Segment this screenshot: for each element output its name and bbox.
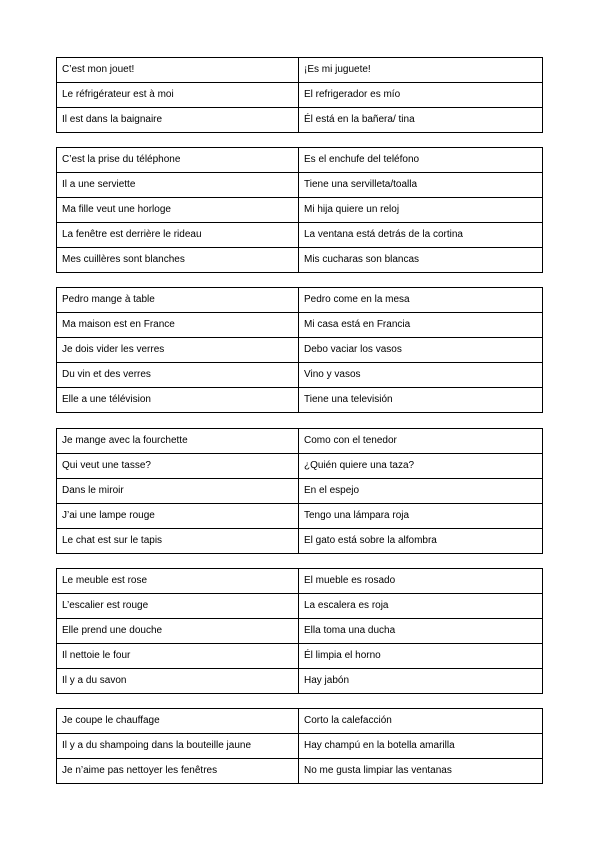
table-row — [57, 569, 543, 594]
french-phrase: Du vin et des verres — [57, 363, 299, 388]
french-phrase: Je n’aime pas nettoyer les fenêtres — [57, 759, 299, 784]
table-row — [57, 734, 543, 759]
spanish-phrase: Mi casa está en Francia — [299, 313, 543, 338]
table-row — [57, 619, 543, 644]
french-phrase: Il y a du savon — [57, 669, 299, 694]
spanish-phrase: No me gusta limpiar las ventanas — [299, 759, 543, 784]
table-row — [57, 338, 543, 363]
french-phrase: Il nettoie le four — [57, 644, 299, 669]
french-phrase: Mes cuillères sont blanches — [57, 248, 299, 273]
phrase-table-3 — [56, 287, 543, 413]
spanish-phrase: Hay champú en la botella amarilla — [299, 734, 543, 759]
table-row — [57, 594, 543, 619]
table-row — [57, 83, 543, 108]
french-phrase: Il y a du shampoing dans la bouteille jaune — [57, 734, 299, 759]
table-row — [57, 148, 543, 173]
french-phrase: Elle a une télévision — [57, 388, 299, 413]
spanish-phrase: Mi hija quiere un reloj — [299, 198, 543, 223]
french-phrase: Pedro mange à table — [57, 288, 299, 313]
table-row — [57, 454, 543, 479]
french-phrase: Je coupe le chauffage — [57, 709, 299, 734]
spanish-phrase: Ella toma una ducha — [299, 619, 543, 644]
spanish-phrase: Tiene una televisión — [299, 388, 543, 413]
spanish-phrase: Corto la calefacción — [299, 709, 543, 734]
spanish-phrase: Vino y vasos — [299, 363, 543, 388]
table-row — [57, 388, 543, 413]
french-phrase: Le meuble est rose — [57, 569, 299, 594]
spanish-phrase: La ventana está detrás de la cortina — [299, 223, 543, 248]
table-row — [57, 429, 543, 454]
french-phrase: Elle prend une douche — [57, 619, 299, 644]
spanish-phrase: ¡Es mi juguete! — [299, 58, 543, 83]
french-phrase: Je dois vider les verres — [57, 338, 299, 363]
french-phrase: Qui veut une tasse? — [57, 454, 299, 479]
spanish-phrase: Tengo una lámpara roja — [299, 504, 543, 529]
spanish-phrase: Debo vaciar los vasos — [299, 338, 543, 363]
table-row — [57, 198, 543, 223]
spanish-phrase: En el espejo — [299, 479, 543, 504]
spanish-phrase: Es el enchufe del teléfono — [299, 148, 543, 173]
spanish-phrase: El refrigerador es mío — [299, 83, 543, 108]
french-phrase: Le chat est sur le tapis — [57, 529, 299, 554]
french-phrase: C’est mon jouet! — [57, 58, 299, 83]
spanish-phrase: Él limpia el horno — [299, 644, 543, 669]
spanish-phrase: El gato está sobre la alfombra — [299, 529, 543, 554]
table-row — [57, 759, 543, 784]
spanish-phrase: Mis cucharas son blancas — [299, 248, 543, 273]
table-row — [57, 363, 543, 388]
table-row — [57, 223, 543, 248]
french-phrase: Dans le miroir — [57, 479, 299, 504]
table-row — [57, 479, 543, 504]
french-phrase: Le réfrigérateur est à moi — [57, 83, 299, 108]
phrase-table-4 — [56, 428, 543, 554]
table-row — [57, 173, 543, 198]
spanish-phrase: El mueble es rosado — [299, 569, 543, 594]
french-phrase: L’escalier est rouge — [57, 594, 299, 619]
spanish-phrase: La escalera es roja — [299, 594, 543, 619]
french-phrase: Il a une serviette — [57, 173, 299, 198]
table-row — [57, 504, 543, 529]
table-row — [57, 709, 543, 734]
french-phrase: J’ai une lampe rouge — [57, 504, 299, 529]
table-row — [57, 644, 543, 669]
spanish-phrase: Él está en la bañera/ tina — [299, 108, 543, 133]
table-row — [57, 108, 543, 133]
table-row — [57, 248, 543, 273]
table-row — [57, 288, 543, 313]
spanish-phrase: Como con el tenedor — [299, 429, 543, 454]
spanish-phrase: ¿Quién quiere una taza? — [299, 454, 543, 479]
french-phrase: La fenêtre est derrière le rideau — [57, 223, 299, 248]
french-phrase: Ma fille veut une horloge — [57, 198, 299, 223]
table-row — [57, 669, 543, 694]
phrase-table-6 — [56, 708, 543, 784]
phrase-table-1 — [56, 57, 543, 133]
table-row — [57, 58, 543, 83]
phrase-table-2 — [56, 147, 543, 273]
spanish-phrase: Tiene una servilleta/toalla — [299, 173, 543, 198]
spanish-phrase: Pedro come en la mesa — [299, 288, 543, 313]
spanish-phrase: Hay jabón — [299, 669, 543, 694]
table-row — [57, 313, 543, 338]
french-phrase: Ma maison est en France — [57, 313, 299, 338]
french-phrase: Il est dans la baignaire — [57, 108, 299, 133]
french-phrase: C’est la prise du téléphone — [57, 148, 299, 173]
phrase-table-5 — [56, 568, 543, 694]
french-phrase: Je mange avec la fourchette — [57, 429, 299, 454]
table-row — [57, 529, 543, 554]
